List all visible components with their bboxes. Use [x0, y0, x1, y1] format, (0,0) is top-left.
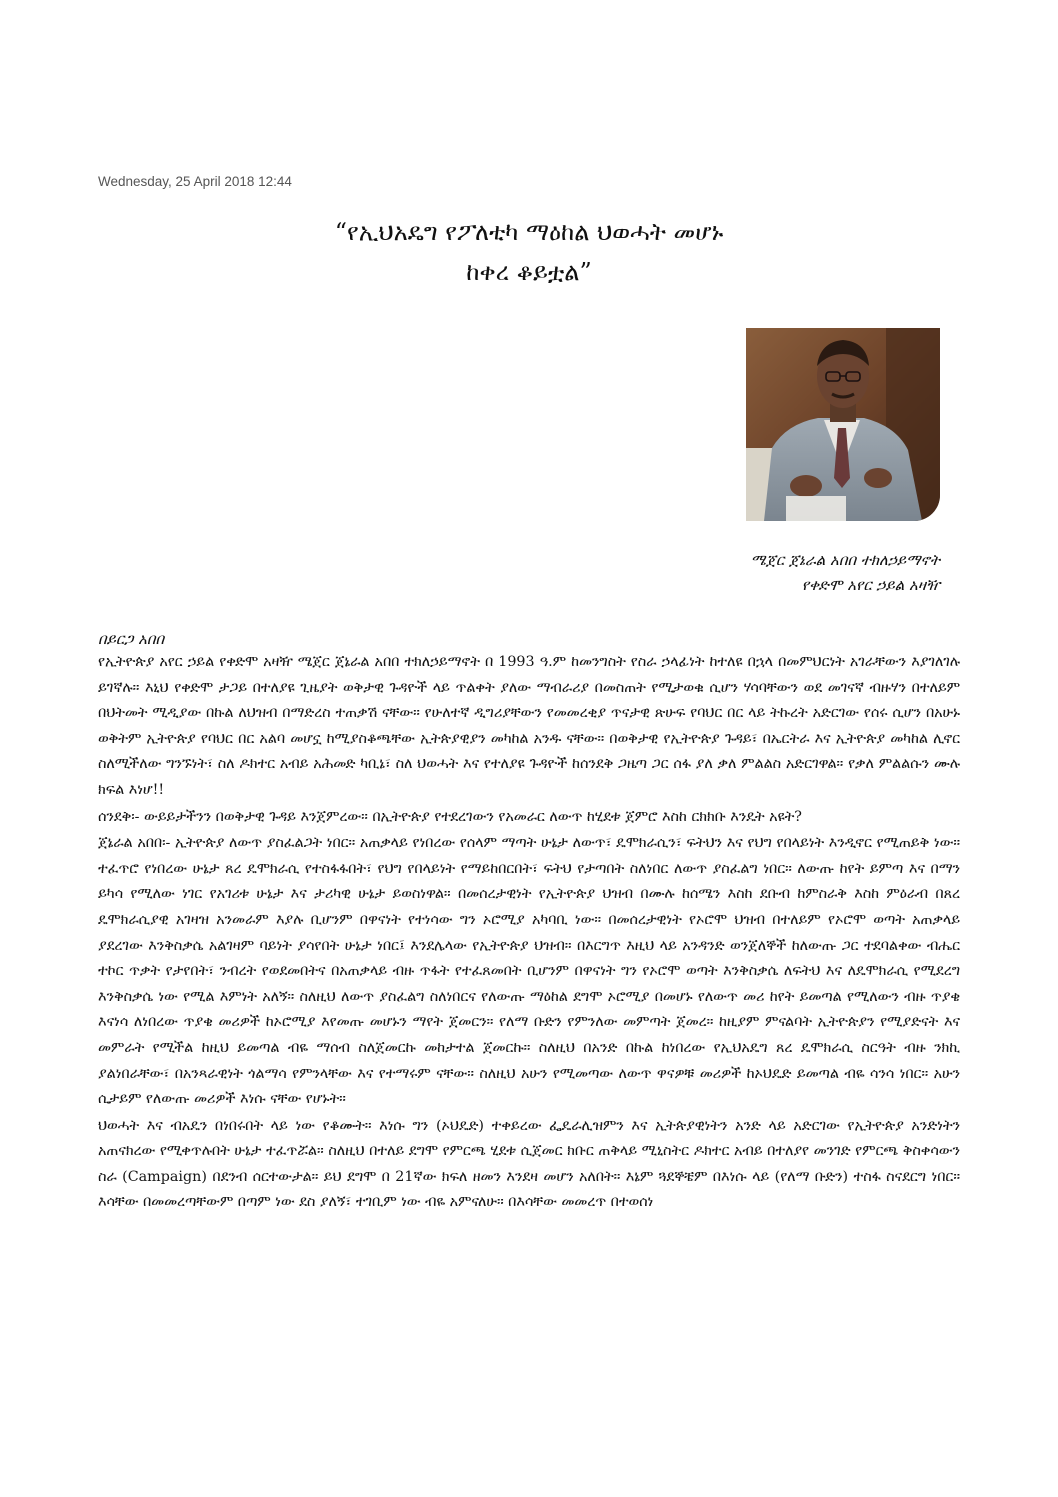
paragraph-continued: ህወሓት እና ብአዴን በነበሩበት ላይ ነው የቆሙት። እነሱ ግን (ኦህዴድ) ተቀይረው ፌዴራሊዝምን እና ኢትጵያዊነትን አንድ ላይ አድርገው የኢትዮጵያ አንድነትን አጠናክረው የሚቀጥሉበት ሁኔታ ተፈጥሯል። ስለዚህ በተለይ ደግሞ የምርጫ ሂደቱ ሲጀመር ክቡር ጠቅላይ ሚኒስትር ዶክተር አብይ በተለያየ መንገድ የምርጫ ቅስቀሳውን ስራ (Campaign) በደንብ ሰርተውታል። ይህ ደግሞ በ 21ኛው ክፍለ ዘመን እንደዛ መሆን አለበት። እኔም ጓደኞቼም በእነሱ ላይ (የለማ ቡድን) ተስፋ ስናደርግ ነበር። እሳቸው በመመረጣቸውም በጣም ነው ደስ ያለኝ፣ ተገቢም ነው ብዬ አምናለሁ። በእሳቸው መመረጥ በተወሰነ — [98, 1117, 960, 1211]
paragraph-question: ሰንደቅ፡- ውይይታችንን በወቅታዊ ጉዳይ እንጀምረው። በኢትዮጵያ የተደረገውን የአመራር ለውጥ ከሂደቱ ጀምሮ እስከ ርክክቡ እንዴት አዩት? — [98, 808, 802, 825]
portrait-photo — [746, 328, 940, 521]
portrait-icon — [746, 328, 940, 521]
photo-caption — [751, 548, 940, 598]
article-title — [200, 212, 858, 292]
caption-role: የቀድሞ አየር ኃይል አዛዥ — [801, 576, 940, 594]
title-line-1: “የኢህአዴግ የፖለቲካ ማዕከል ህወሓት መሆኑ — [334, 218, 724, 246]
title-line-2: ከቀረ ቆይቷል” — [466, 258, 592, 286]
caption-name: ሜጀር ጀኔራል አበበ ተክለኃይማኖት — [750, 551, 940, 569]
author-byline: በይርጋ አበበ — [98, 630, 165, 648]
publish-date: Wednesday, 25 April 2018 12:44 — [98, 174, 292, 189]
paragraph-intro: የኢትዮጵያ አየር ኃይል የቀድሞ አዛዥ ሜጀር ጀኔራል አበበ ተክለኃይማኖት በ 1993 ዓ.ም ከመንግስት የስራ ኃላፊነት ከተለዩ በኋላ በመምህርነት አገራቸውን እያገለገሉ ይገኛሉ። እኒህ የቀድሞ ታጋይ በተለያዩ ጊዜያት ወቅታዊ ጉዳዮች ላይ ጥልቀት ያለው ማብራሪያ በመስጠት የሚታወቁ ሲሆን ሃሳባቸውን ወደ መገናኛ ብዙሃን በተለይም በህትመት ሚዲያው በኩል ለህዝብ በማድረስ ተጠቃሽ ናቸው። የሁለተኛ ዲግሪያቸውን የመመረቂያ ጥናታዊ ጽሁፍ የባህር በር ላይ ትኩረት አድርገው የሰሩ ሲሆን በአሁኑ ወቅትም ኢትዮጵያ የባህር በር አልባ መሆኗ ከሚያስቆጫቸው ኢትጵያዊያን መካከል አንዱ ናቸው። በወቅታዊ የኢትዮጵያ ጉዳይ፣ በኤርትራ እና ኢትዮጵያ መካከል ሊኖር ስለሚችለው ግንኙነት፣ ስለ ዶክተር አብይ አሕመድ ካቢኔ፣ ስለ ህወሓት እና የተለያዩ ጉዳዮች ከሰንደቅ ጋዜጣ ጋር ሰፋ ያለ ቃለ ምልልስ አድርገዋል። የቃለ ምልልሱን ሙሉ ክፍል እነሆ!! — [98, 654, 960, 798]
paragraph-answer: ጀኔራል አበበ፡- ኢትዮጵያ ለውጥ ያስፈልጋት ነበር። አጠቃላይ የነበረው የሰላም ማጣት ሁኔታ ለውጥ፣ ዴሞክራሲን፣ ፍትህን እና የህግ የበላይነት እንዲኖር የሚጠይቅ ነው። ተፈጥሮ የነበረው ሁኔታ ጸረ ዴሞክራሲ የተስፋፋበት፣ የህግ የበላይነት የማይከበርበት፣ ፍትህ የታጣበት ስለነበር ለውጥ ያስፈልግ ነበር። ለውጡ ከየት ይምጣ እና በማን ይካሳ የሚለው ነገር የአገሪቱ ሁኔታ እና ታሪካዊ ሁኔታ ይወስነዋል። በመሰረታዊነት የኢትዮጵያ ህዝብ በሙሉ ከሰሜን እስከ ደቡብ ከምስራቅ እስከ ምዕራብ በጸረ ዴሞክራሲያዊ አገዛዝ አንመራም እያሉ ቢሆንም በዋናነት የተነሳው ግን ኦሮሚያ አካባቢ ነው። በመሰረታዊነት የኦሮሞ ህዝብ በተለይም የኦሮሞ ወጣት አጠቃላይ ያደረገው እንቅስቃሴ አልገዛም ባይነት ያሳየበት ሁኔታ ነበር፤ እንደሌላው የኢትዮጵያ ህዝብ። በእርግጥ እዚህ ላይ አንዳንድ ወንጀለኞች ከለውጡ ጋር ተደባልቀው ብሔር ተኮር ጥቃት የታየበት፣ ንብረት የወደመበትና በአጠቃላይ ብዙ ጥፋት የተፈጸመበት ቢሆንም በዋናነት ግን የኦሮሞ ወጣት እንቅስቃሴ ለፍትህ እና ለዴሞክራሲ የሚደረግ እንቅስቃሴ ነው የሚል እምነት አለኝ። ስለዚህ ለውጥ ያስፈልግ ስለነበርና የለውጡ ማዕከል ደግሞ ኦሮሚያ በመሆኑ የለውጥ መሪ ከየት ይመጣል የሚለውን ብዙ ጥያቄ እናነሳ ለነበረው ጥያቄ መሪዎች ከኦሮሚያ እየመጡ መሆኑን ማየት ጀመርን። የለማ ቡድን የምንለው መምጣት ጀመረ። ከዚያም ምናልባት ኢትዮጵያን የሚያድናት እና መምራት የሚችል ከዚህ ይመጣል ብዬ ማሰብ ስለጀመርኩ መከታተል ጀመርኩ። ስለዚህ በአንድ በኩል ከነበረው የኢህአዴግ ጸረ ዴሞክራሲ ስርዓት ብዙ ንክኪ ያልነበራቸው፣ በአንጻራዊነት ጎልማሳ የምንላቸው እና የተማሩም ናቸው። ስለዚህ አሁን የሚመጣው ለውጥ ዋናዎቹ መሪዎች ከኦህዴድ ይመጣል ብዬ ሳንሳ ነበር። አሁን ሲታይም የለውጡ መሪዎች እነሱ ናቸው የሆኑት። — [98, 835, 961, 1108]
article-body — [98, 650, 960, 1216]
